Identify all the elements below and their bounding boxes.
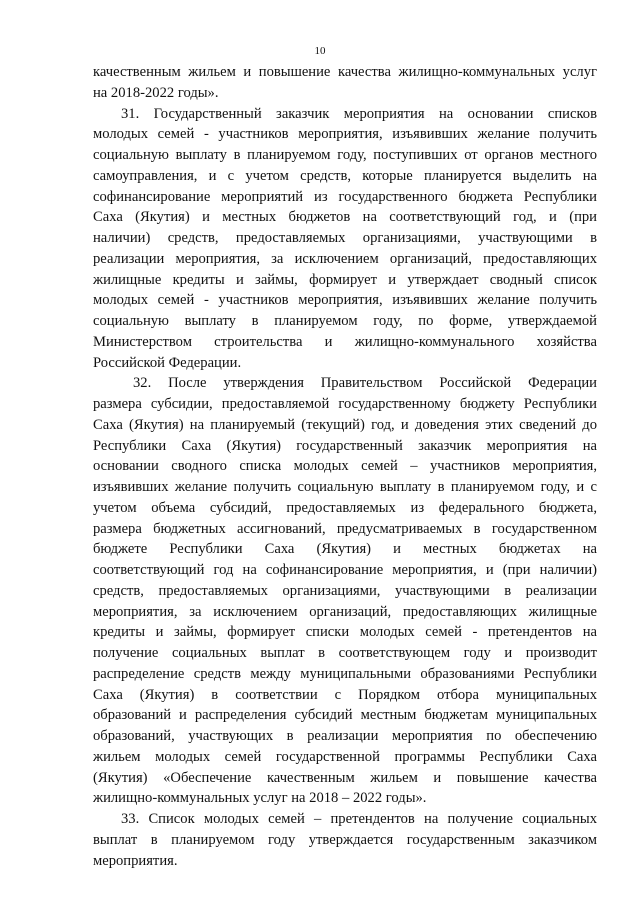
text-line: 32. После утверждения Правительством Российской Федерации xyxy=(133,375,597,392)
text-line: жилищно-коммунальных услуг на 2018 – 2022 годы». xyxy=(93,790,427,807)
text-line: соответствующий год на софинансирование мероприятия, и (при наличии) xyxy=(93,562,597,578)
text-line: Саха (Якутия) в соответствии с Порядком отбора муниципальных xyxy=(93,686,597,703)
text-line: выплат в планируемом году утверждается государственным заказчиком xyxy=(93,831,597,848)
document-body xyxy=(93,62,597,871)
text-line: распределение средств между муниципальными образованиями Республики xyxy=(93,665,597,682)
text-line: социальную выплату в планируемом году, поступивших от органов местного xyxy=(93,147,597,163)
text-line: (Якутия) «Обеспечение качественным жильем и повышение качества xyxy=(93,769,597,786)
text-line: основании сводного списка молодых семей – участников мероприятия, xyxy=(93,458,597,475)
text-line: получение социальных выплат в соответствующем году и производит xyxy=(93,645,597,661)
text-line: софинансирование мероприятий из государственного бюджета Республики xyxy=(93,188,597,205)
text-line: образований и распределения субсидий местным бюджетам муниципальных xyxy=(93,707,597,724)
text-line: Республики Саха (Якутия) государственный заказчик мероприятия на xyxy=(93,437,597,454)
text-line: образований, участвующих в реализации мероприятия по обеспечению xyxy=(93,728,597,744)
text-line: самоуправления, и с учетом средств, которые планируется выделить на xyxy=(93,167,597,184)
text-line: размера субсидии, предоставляемой государственному бюджету Республики xyxy=(93,396,597,412)
text-line: средств, предоставляемых организациями, участвующими в реализации xyxy=(93,582,597,599)
text-line: мероприятия. xyxy=(93,852,178,869)
text-line: жилищные кредиты и займы, формирует и утверждает сводный список xyxy=(93,271,597,288)
paragraph-p31 xyxy=(93,104,597,374)
text-line: 33. Список молодых семей – претендентов на получение социальных xyxy=(121,811,597,827)
text-line: мероприятия, за исключением организаций, предоставляющих жилищные xyxy=(93,603,597,620)
text-line: на 2018-2022 годы». xyxy=(93,84,219,101)
text-line: 31. Государственный заказчик мероприятия на основании списков xyxy=(121,105,597,122)
text-line: кредиты и займы, формирует списки молодых семей - претендентов на xyxy=(93,624,597,641)
text-line: реализации мероприятия, за исключением организаций, предоставляющих xyxy=(93,250,597,267)
text-line: наличии) средств, предоставляемых организациями, участвующими в xyxy=(93,230,597,246)
paragraph-p32 xyxy=(93,373,597,809)
text-line: жильем молодых семей государственной программы Республики Саха xyxy=(93,748,597,765)
page-number: 10 xyxy=(314,45,326,57)
text-line: Саха (Якутия) и местных бюджетов на соответствующий год, и (при xyxy=(93,209,597,226)
text-line: изъявивших желание получить социальную выплату в планируемом году, и с xyxy=(93,479,597,495)
text-line: молодых семей - участников мероприятия, изъявивших желание получить xyxy=(93,292,597,309)
text-line: молодых семей - участников мероприятия, изъявивших желание получить xyxy=(93,126,597,143)
text-line: бюджете Республики Саха (Якутия) и местных бюджетах на xyxy=(93,541,597,558)
text-line: социальную выплату в планируемом году, по форме, утверждаемой xyxy=(93,313,597,329)
text-line: Саха (Якутия) на планируемый (текущий) год, и доведения этих сведений до xyxy=(93,416,597,433)
paragraph-continuation xyxy=(93,62,597,104)
text-line: учетом объема субсидий, предоставляемых из федерального бюджета, xyxy=(93,499,597,516)
text-line: Российской Федерации. xyxy=(93,354,242,371)
text-line: качественным жильем и повышение качества жилищно-коммунальных услуг xyxy=(93,64,597,80)
text-line: размера бюджетных ассигнований, предусматриваемых в государственном xyxy=(93,520,597,537)
text-line: Министерством строительства и жилищно-коммунального хозяйства xyxy=(93,333,597,350)
paragraph-p33 xyxy=(93,809,597,871)
